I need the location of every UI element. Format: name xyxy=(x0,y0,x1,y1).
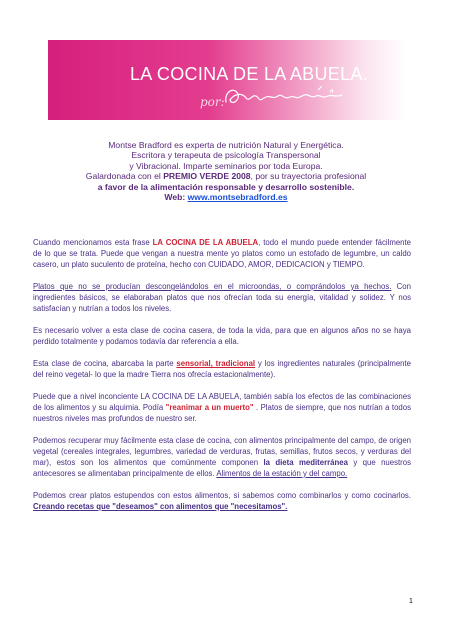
bold-text: la dieta mediterránea xyxy=(263,458,348,467)
bio-line xyxy=(60,171,392,181)
bio-bold-text: a favor de la alimentación responsable y desarrollo sostenible. xyxy=(97,181,355,192)
text: . Platos de siempre, que nos nutrían a todos nuestros niveles mas profundos de nuestro ser. xyxy=(33,403,412,423)
emphasis-text: "reanimar a un muerto" xyxy=(165,403,254,412)
bio-line: Escritora y terapeuta de psicología Transpersonal xyxy=(131,150,321,161)
paragraph xyxy=(33,281,411,314)
bio-text: , por su trayectoria profesional xyxy=(250,171,367,182)
document-title: LA COCINA DE LA ABUELA. xyxy=(130,64,369,84)
bio-line xyxy=(60,182,392,192)
paragraph: Es necesario volver a esta clase de cocina casera, de toda la vida, para que en algunos años no se haya perdido totalmente y podamos todavía dar referencia a ella. xyxy=(33,326,411,346)
text: y que nuestros antecesores se alimentaban principalmente de ellos. xyxy=(33,458,411,478)
text: Podemos crear platos estupendos con estos alimentos, si sabemos como combinarlos y como cocinarlos. xyxy=(33,491,411,500)
underlined-text: Platos que no se producían descongelándolos en el microondas, o comprándolos ya hechos. xyxy=(33,282,392,291)
text: Podemos recuperar muy fácilmente esta clase de cocina, con alimentos principalmente del campo, de origen vegetal (cereales integrales, legumbres, variedad de verduras, frutas, semillas, frutos secos, y verduras del mar), estos son los alimentos que comúnmente componen xyxy=(33,436,411,467)
text: Puede que a nivel inconciente LA COCINA DE LA ABUELA, también sabía los efectos de las combinaciones de los alimentos y su alquimia. Podía xyxy=(33,392,411,412)
paragraph xyxy=(33,237,411,270)
article-body xyxy=(33,237,411,523)
bio-text: Galardonada con el xyxy=(85,171,164,182)
underlined-text: Alimentos de la estación y del campo. xyxy=(216,469,348,478)
paragraph xyxy=(33,391,411,424)
website-label: Web: xyxy=(164,192,188,203)
website-line xyxy=(60,192,392,202)
text: Esta clase de cocina, abarcaba la parte xyxy=(33,359,177,368)
page-number: 1 xyxy=(409,598,413,605)
author-signature xyxy=(222,84,352,110)
text: y los ingredientes naturales (principalmente del reino vegetal- lo que la madre Tierra nos ofrecía estacionalmente). xyxy=(33,359,411,379)
emphasis-text: LA COCINA DE LA ABUELA xyxy=(152,238,259,247)
text: , todo el mundo puede entender fácilmente de lo que se trata. Puede que vengan a nuestra mente yo platos como un estofado de legumbre, un caldo casero, un plato suculento de proteína, hecho con CUIDADO, AMOR, DEDICACION y TIEMPO. xyxy=(33,238,411,269)
paragraph xyxy=(33,490,411,512)
paragraph xyxy=(33,435,411,479)
website-link[interactable]: www.montsebradford.es xyxy=(187,192,288,203)
award-name: PREMIO VERDE 2008 xyxy=(163,171,251,182)
bio-line: Montse Bradford es experta de nutrición Natural y Energética. xyxy=(108,140,344,150)
text: Con ingredientes básicos, se elaboraban platos que nos ofrecían toda su energía, vitalidad y solidez. Y nos satisfacían y nutrían a todos los niveles. xyxy=(33,282,411,313)
author-prefix: por: xyxy=(200,95,225,109)
author-bio xyxy=(60,140,392,202)
text: Cuando mencionamos esta frase xyxy=(33,238,153,247)
bold-underlined-text: Creando recetas que "deseamos" con alimentos que "necesitamos". xyxy=(33,502,288,511)
bio-line: y Vibracional. Imparte seminarios por toda Europa. xyxy=(129,160,323,171)
emphasis-text: sensorial, tradicional xyxy=(176,359,256,368)
paragraph xyxy=(33,358,411,380)
